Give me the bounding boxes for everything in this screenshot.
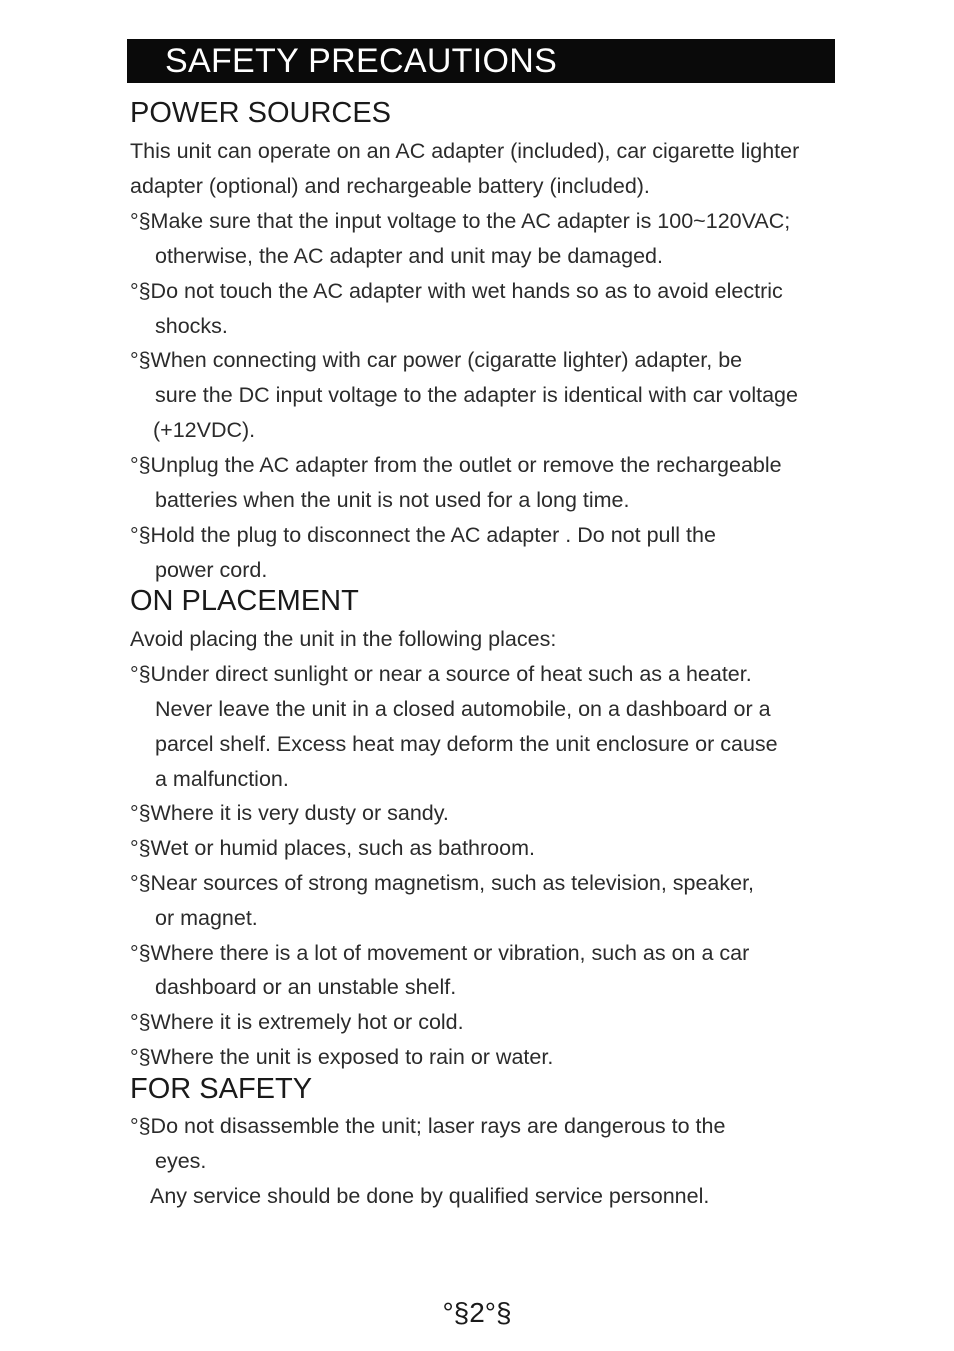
text-line: adapter (optional) and rechargeable battery (included). [130, 174, 650, 198]
text-line: This unit can operate on an AC adapter (included), car cigarette lighter [130, 139, 800, 163]
list-item: °§Where it is very dusty or sandy. [130, 801, 449, 825]
text-line: a malfunction. [155, 767, 289, 791]
text-line: batteries when the unit is not used for a long time. [155, 488, 630, 512]
list-item: °§Do not disassemble the unit; laser rays are dangerous to the [130, 1114, 726, 1138]
list-item: °§Where it is extremely hot or cold. [130, 1010, 464, 1034]
text-line: otherwise, the AC adapter and unit may be damaged. [155, 244, 663, 268]
page-title: SAFETY PRECAUTIONS [165, 42, 558, 80]
section-heading-on-placement: ON PLACEMENT [130, 585, 359, 617]
text-line: shocks. [155, 314, 228, 338]
section-heading-for-safety: FOR SAFETY [130, 1073, 313, 1105]
section-heading-power-sources: POWER SOURCES [130, 97, 392, 129]
list-item: °§Near sources of strong magnetism, such as television, speaker, [130, 871, 755, 895]
page-number: °§2°§ [442, 1297, 512, 1328]
list-item: °§Under direct sunlight or near a source of heat such as a heater. [130, 662, 752, 686]
text-line: dashboard or an unstable shelf. [155, 975, 457, 999]
list-item: °§Do not touch the AC adapter with wet hands so as to avoid electric [130, 279, 783, 303]
text-line: or magnet. [155, 906, 258, 930]
text-line: Avoid placing the unit in the following places: [130, 627, 557, 651]
title-bar [127, 39, 835, 83]
text-line: Any service should be done by qualified service personnel. [150, 1184, 710, 1208]
list-item: °§Unplug the AC adapter from the outlet or remove the rechargeable [130, 453, 782, 477]
list-item: °§Where there is a lot of movement or vibration, such as on a car [130, 941, 750, 965]
list-item: °§Wet or humid places, such as bathroom. [130, 836, 535, 860]
text-line: power cord. [155, 558, 268, 582]
text-line: Never leave the unit in a closed automobile, on a dashboard or a [155, 697, 771, 721]
list-item: °§Hold the plug to disconnect the AC adapter . Do not pull the [130, 523, 716, 547]
text-line: parcel shelf. Excess heat may deform the unit enclosure or cause [155, 732, 778, 756]
text-line: sure the DC input voltage to the adapter is identical with car voltage [155, 383, 798, 407]
list-item: °§Make sure that the input voltage to the AC adapter is 100~120VAC; [130, 209, 791, 233]
list-item: °§Where the unit is exposed to rain or water. [130, 1045, 554, 1069]
text-line: (+12VDC). [153, 418, 256, 442]
text-line: eyes. [155, 1149, 207, 1173]
list-item: °§When connecting with car power (cigaratte lighter) adapter, be [130, 348, 743, 372]
